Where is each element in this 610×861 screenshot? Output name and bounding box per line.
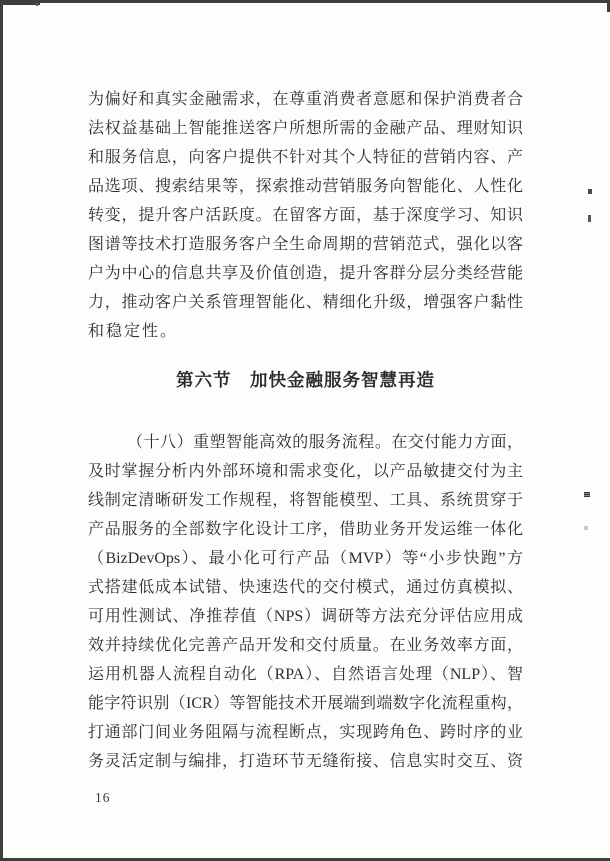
body-line: 运用机器人流程自动化（RPA）、自然语言处理（NLP）、智 [88,666,523,683]
body-line: 品选项、搜索结果等，探索推动营销服务向智能化、人性化 [88,178,523,195]
paragraph-1 [88,85,523,346]
body-line: 线制定清晰研发工作规程，将智能模型、工具、系统贯穿于 [88,492,523,509]
body-line: 法权益基础上智能推送客户所想所需的金融产品、理财知识 [88,120,523,137]
body-line: （十八）重塑智能高效的服务流程。在交付能力方面， [127,434,523,451]
body-line: （BizDevOps）、最小化可行产品（MVP）等“小步快跑”方 [88,550,523,567]
page-number: 16 [95,790,111,805]
body-line: 效并持续优化完善产品开发和交付质量。在业务效率方面， [88,637,523,654]
body-line: 为偏好和真实金融需求，在尊重消费者意愿和保护消费者合 [88,91,523,108]
scan-edge-top [0,0,610,3]
body-line: 务灵活定制与编排，打造环节无缝衔接、信息实时交互、资 [88,753,523,770]
body-line: 和稳定性。 [88,323,179,340]
text-column [88,85,523,785]
scan-edge-top-left-corner [0,0,40,5]
body-line: 打通部门间业务阻隔与流程断点，实现跨角色、跨时序的业 [88,724,523,741]
body-line: 转变，提升客户活跃度。在留客方面，基于深度学习、知识 [88,207,523,224]
paragraph-2 [88,428,523,776]
scan-speck [588,189,592,194]
body-line: 产品服务的全部数字化设计工序，借助业务开发运维一体化 [88,521,523,538]
section-heading: 第六节 加快金融服务智慧再造 [176,370,435,390]
body-line: 户为中心的信息共享及价值创造，提升客群分层分类经营能 [88,265,523,282]
scan-edge-left [0,0,3,861]
scan-speck [584,526,588,530]
body-line: 式搭建低成本试错、快速迭代的交付模式，通过仿真模拟、 [88,579,523,596]
body-line: 及时掌握分析内外部环境和需求变化，以产品敏捷交付为主 [88,463,523,480]
scan-speck [584,492,590,497]
body-line: 力，推动客户关系管理智能化、精细化升级，增强客户黏性 [88,294,523,311]
body-line: 能字符识别（ICR）等智能技术开展端到端数字化流程重构， [88,695,523,712]
scan-edge-tick [36,3,38,6]
body-line: 和服务信息，向客户提供不针对其个人特征的营销内容、产 [88,149,523,166]
body-line: 图谱等技术打造服务客户全生命周期的营销范式，强化以客 [88,236,523,253]
body-line: 可用性测试、净推荐值（NPS）调研等方法充分评估应用成 [88,608,523,625]
scan-speck [588,215,591,222]
